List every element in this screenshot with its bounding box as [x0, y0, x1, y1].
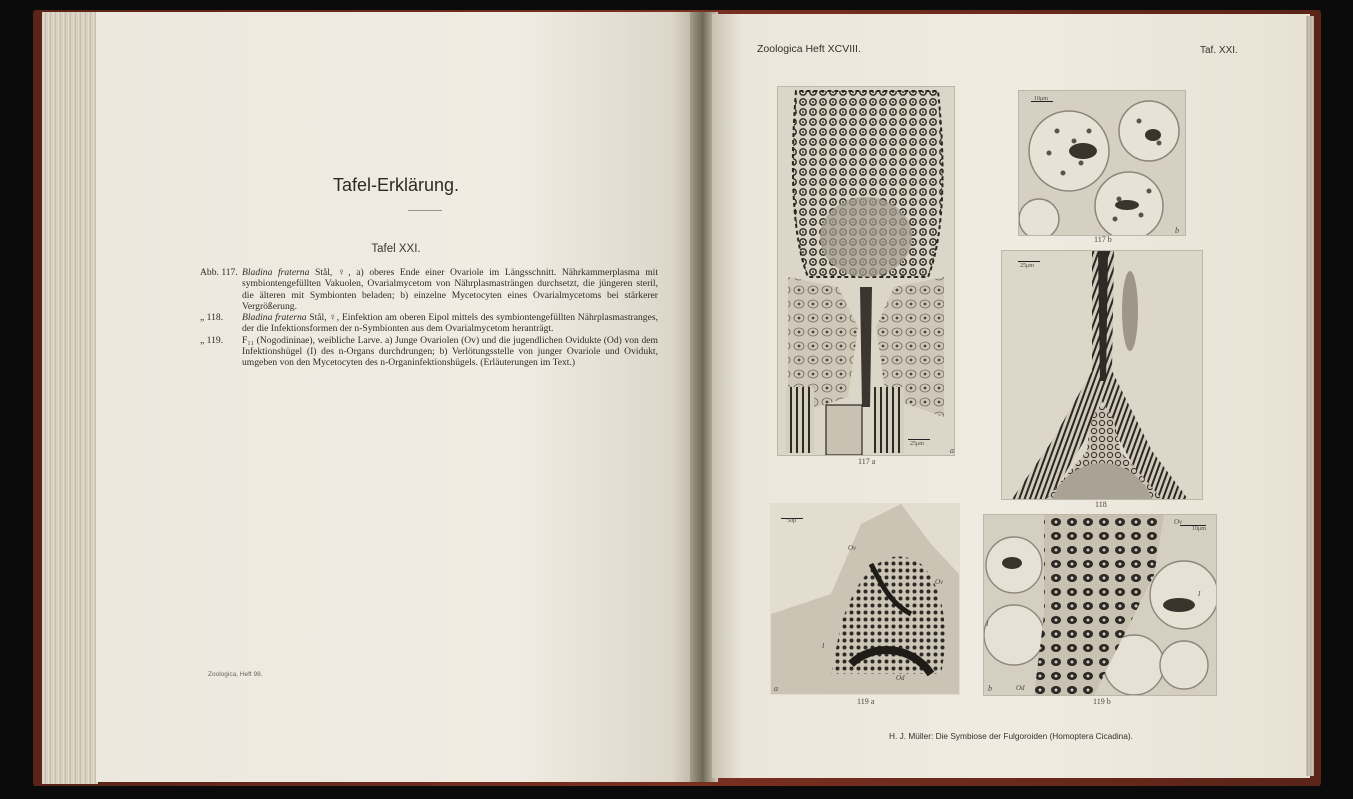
scale-label: 50μ: [787, 518, 797, 524]
page-footer: Zoologica, Heft 98.: [208, 671, 263, 678]
figure-letter: b: [1175, 226, 1179, 235]
anatomy-label-ov: Ov: [1174, 518, 1183, 526]
figure-caption: 117 b: [1094, 235, 1112, 244]
anatomy-label-i: I: [822, 642, 825, 650]
explanation-entry-117: [200, 267, 658, 312]
figure-letter: a: [950, 446, 954, 455]
entry-description: Einfektion am oberen Eipol mittels des symbiontengefüllten Nährplasmastranges, der die Infektionsformen der n-Symbionten aus dem Ovarialmycetom heranträgt.: [242, 312, 658, 335]
anatomy-label-od: Od: [1016, 684, 1025, 692]
entry-number: Abb. 117.: [200, 267, 238, 278]
entry-text: [242, 312, 658, 335]
entry-text: [242, 267, 658, 312]
scale-label: 10μm: [1034, 96, 1048, 102]
plate-heading: Tafel XXI.: [371, 243, 421, 255]
title-divider: [408, 210, 442, 211]
entry-number: „ 118.: [200, 312, 224, 324]
figure-119b: [983, 514, 1217, 696]
micrograph-117b: [1019, 91, 1185, 235]
entry-text: [242, 335, 658, 369]
micrograph-119a: [771, 504, 959, 694]
figure-119a: [770, 503, 960, 695]
anatomy-label-ov: Ov: [935, 578, 944, 586]
left-page: [96, 12, 696, 782]
entry-description: (Nogodininae), weibliche Larve. a) Junge Ovariolen (Ov) und die jugendlichen Ovidukte (Od) von dem Infektionshügel (I) des n-Organs durchdrungen; b) Verlötungsstelle von junger Ovariole und Ovidukt, umgeben von den Mycetocyten des n-Organinfektionshügels. (Erläuterungen im Text.): [242, 334, 658, 369]
figure-117b: [1018, 90, 1186, 236]
explanation-entry-119: [200, 335, 658, 369]
micrograph-119b: [984, 515, 1216, 695]
scale-label: 25μm: [1020, 263, 1034, 269]
right-page-edges: [1306, 16, 1314, 776]
micrograph-117a: [778, 87, 954, 455]
running-header: Zoologica Heft XCVIII.: [757, 43, 861, 55]
plate-number: Taf. XXI.: [1200, 45, 1238, 56]
species-name: Bladina fraterna: [242, 312, 307, 324]
figure-letter: a: [774, 684, 778, 693]
figure-caption: 117 a: [858, 457, 876, 466]
species-name: Bladina fraterna: [242, 267, 310, 278]
left-page-edges: [42, 12, 98, 784]
anatomy-label-od: Od: [896, 674, 905, 682]
species-author: F₁₁: [242, 334, 255, 346]
species-author: Stål, ♀,: [309, 312, 340, 324]
anatomy-label-i: I: [986, 620, 989, 628]
scale-label: 25μm: [910, 441, 924, 447]
figure-explanations: [200, 267, 658, 369]
species-author: Stål, ♀,: [315, 267, 351, 278]
explanation-entry-118: [200, 312, 658, 335]
figure-caption: 119 a: [857, 697, 875, 706]
figure-118: [1001, 250, 1203, 500]
figure-letter: b: [988, 684, 992, 693]
figure-117a: [777, 86, 955, 456]
micrograph-118: [1002, 251, 1202, 499]
entry-description: a) oberes Ende einer Ovariole im Längsschnitt. Nährkammerplasma mit symbiontengefüllten Vakuolen, Ovarialmycetom von Nährplasmasträngen durchsetzt, die jüngeren steril, die älteren mit Symbionten beladen; b) einzelne Mycetocyten eines Ovarialmycetoms bei stärkerer Vergrößerung.: [242, 267, 658, 312]
figure-caption: 119 b: [1093, 697, 1111, 706]
plate-credit: H. J. Müller: Die Symbiose der Fulgoroiden (Homoptera Cicadina).: [889, 731, 1133, 741]
figure-caption: 118: [1095, 500, 1107, 509]
anatomy-label-i: I: [1198, 590, 1201, 598]
scale-label: 10μm: [1192, 526, 1206, 532]
page-title: Tafel-Erklärung.: [332, 175, 460, 195]
entry-number: „ 119.: [200, 334, 224, 346]
anatomy-label-ov: Ov: [848, 544, 857, 552]
